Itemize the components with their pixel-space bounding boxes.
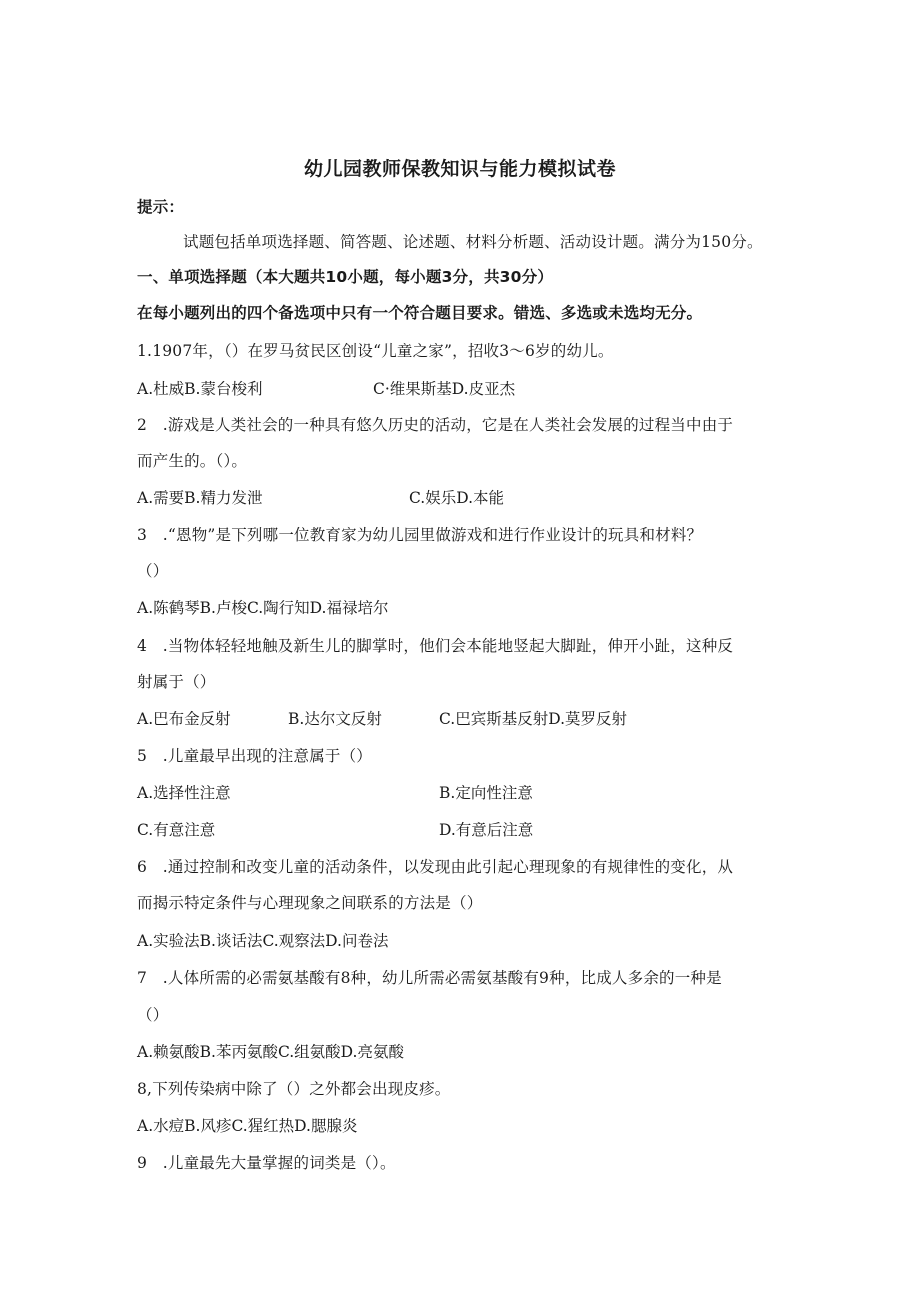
question-7-stem: （） <box>137 1006 169 1024</box>
question-9-stem: 9 .儿童最先大量掌握的词类是（）。 <box>137 1154 396 1172</box>
question-3-stem: 3 .“恩物”是下列哪一位教育家为幼儿园里做游戏和进行作业设计的玩具和材料？ <box>137 526 703 544</box>
question-6-option: A.实验法B.谈话法C.观察法D.问卷法 <box>137 932 389 950</box>
question-5-option: A.选择性注意 <box>137 784 231 802</box>
question-2-stem: 而产生的。（）。 <box>137 452 248 470</box>
question-6-stem: 6 .通过控制和改变儿童的活动条件，以发现由此引起心理现象的有规律性的变化，从 <box>137 858 734 876</box>
question-5-option: D.有意后注意 <box>439 821 534 839</box>
question-1-stem: 1.1907年，（）在罗马贫民区创设“儿童之家”，招收3～6岁的幼儿。 <box>137 342 614 360</box>
question-4-stem: 4 .当物体轻轻地触及新生儿的脚掌时，他们会本能地竖起大脚趾，伸开小趾，这种反 <box>137 637 734 655</box>
question-5-stem: 5 .儿童最早出现的注意属于（） <box>137 747 372 765</box>
question-4-option: C.巴宾斯基反射D.莫罗反射 <box>439 710 628 728</box>
question-8-option: A.水痘B.风疹C.猩红热D.腮腺炎 <box>137 1117 358 1135</box>
question-4-option: B.达尔文反射 <box>288 710 382 728</box>
question-5-option: C.有意注意 <box>137 821 216 839</box>
question-5-option: B.定向性注意 <box>439 784 533 802</box>
question-6-stem: 而揭示特定条件与心理现象之间联系的方法是（） <box>137 894 483 912</box>
question-4-option: A.巴布金反射 <box>137 710 231 728</box>
question-1-option: A.杜威B.蒙台梭利 <box>137 380 263 398</box>
question-2-option: A.需要B.精力发泄 <box>137 489 263 507</box>
question-2-stem: 2 .游戏是人类社会的一种具有悠久历史的活动，它是在人类社会发展的过程当中由于 <box>137 416 734 434</box>
section-heading: 一、单项选择题（本大题共10小题，每小题3分，共30分） <box>137 268 554 286</box>
page-title: 幼儿园教师保教知识与能力模拟试卷 <box>303 158 616 180</box>
question-7-option: A.赖氨酸B.苯丙氨酸C.组氨酸D.亮氨酸 <box>137 1043 404 1061</box>
question-1-option: C·维果斯基D.皮亚杰 <box>373 380 516 398</box>
hint-text: 试题包括单项选择题、简答题、论述题、材料分析题、活动设计题。满分为150分。 <box>183 233 763 251</box>
question-2-option: C.娱乐D.本能 <box>409 489 505 507</box>
section-instruction: 在每小题列出的四个备选项中只有一个符合题目要求。错选、多选或未选均无分。 <box>137 304 703 322</box>
question-7-stem: 7 .人体所需的必需氨基酸有8种，幼儿所需必需氨基酸有9种，比成人多余的一种是 <box>137 969 722 987</box>
hint-label: 提示： <box>137 198 185 216</box>
question-3-stem: （） <box>137 562 169 580</box>
question-8-stem: 8,下列传染病中除了（）之外都会出现皮疹。 <box>137 1080 451 1098</box>
question-3-option: A.陈鹤琴B.卢梭C.陶行知D.福禄培尔 <box>137 599 389 617</box>
question-4-stem: 射属于（） <box>137 673 216 691</box>
